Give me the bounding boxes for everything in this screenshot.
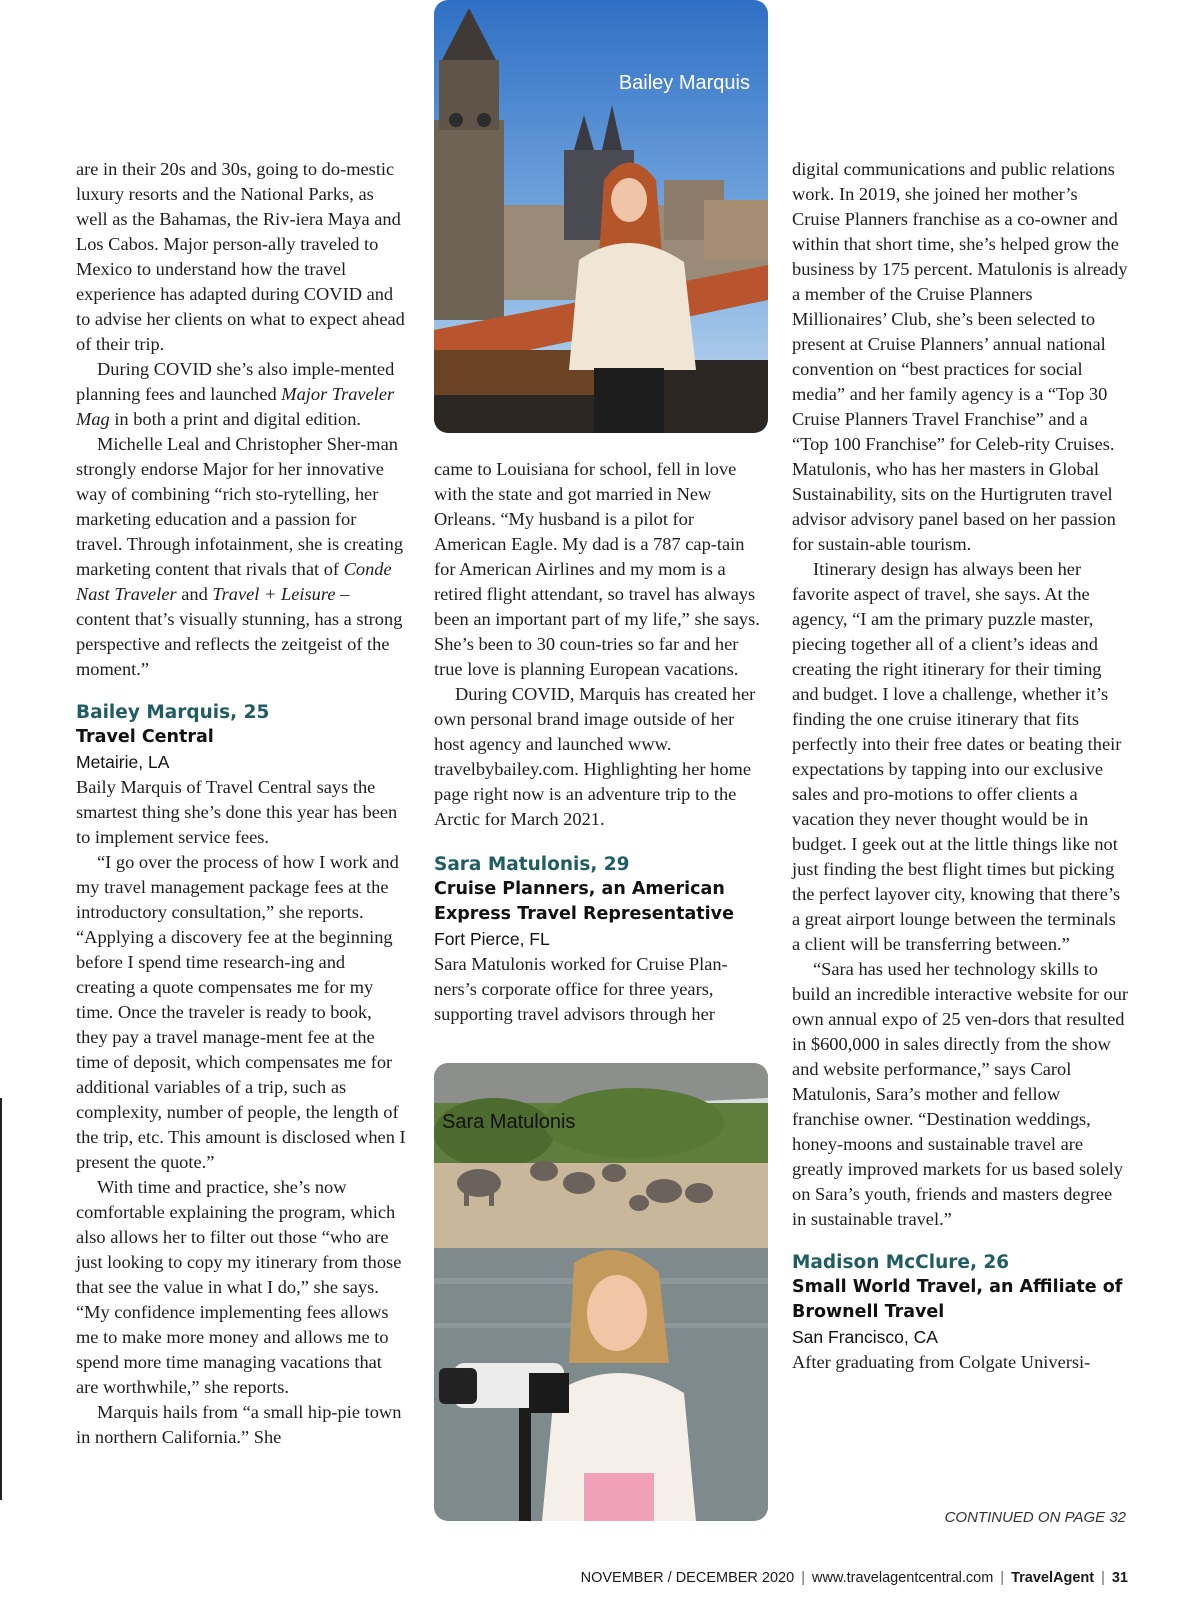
paragraph: are in their 20s and 30s, going to do-mestic luxury resorts and the National Parks, as well as the Bahamas, the Riv-iera Maya and Los Cabos. Major person-ally traveled to Mexico to understand how the travel experience has adapted during COVID and to advise her clients on what to expect ahead of their trip. — [76, 159, 405, 354]
continued-note: CONTINUED ON PAGE 32 — [944, 1509, 1126, 1526]
profile-agency-madison: Small World Travel, an Affiliate of Brownell Travel — [792, 1277, 1123, 1322]
column-2-bottom — [434, 852, 764, 1027]
photo-sara-matulonis — [434, 1063, 768, 1521]
column-3 — [792, 157, 1128, 1375]
photo-bailey-marquis — [434, 0, 768, 433]
paragraph: During COVID, Marquis has created her own personal brand image outside of her host agency and launched www. travelbybailey.com. Highlighting her home page right now is an adventure trip to the Arctic for March 2021. — [434, 684, 756, 829]
photo-bailey-image — [434, 0, 768, 433]
profile-name-bailey: Bailey Marquis, 25 — [76, 702, 270, 723]
paragraph: came to Louisiana for school, fell in love with the state and got married in New Orleans. “My husband is a pilot for American Eagle. My dad is a 787 cap-tain for American Airlines and my mom is a retired flight attendant, so travel has always been an important part of my life,” she says. She’s been to 30 coun-tries so far and her true love is planning European vacations. — [434, 459, 760, 679]
paragraph: With time and practice, she’s now comfortable explaining the program, which also allows her to filter out those “who are just looking to copy my itinerary from those that see the value in what I do,” she says. “My confidence implementing fees allows me to make more money and allows me to spend more time managing vacations that are worthwhile,” she reports. — [76, 1177, 402, 1397]
paragraph: Marquis hails from “a small hip-pie town in northern California.” She — [76, 1402, 402, 1447]
page-edge-mark — [0, 1098, 2, 1500]
profile-agency-sara: Cruise Planners, an American Express Travel Representative — [434, 879, 734, 924]
paragraph: After graduating from Colgate Universi- — [792, 1352, 1091, 1372]
footer-page-number: 31 — [1111, 1570, 1128, 1586]
footer-issue: NOVEMBER / DECEMBER 2020 — [580, 1570, 795, 1586]
paragraph: During COVID she’s also imple-mented planning fees and launched Major Traveler Mag in both a print and digital edition. — [76, 359, 395, 429]
paragraph: Baily Marquis of Travel Central says the smartest thing she’s done this year has been to implement service fees. — [76, 777, 398, 847]
column-2-top — [434, 457, 764, 832]
profile-agency-bailey: Travel Central — [76, 727, 214, 747]
photo-caption-bailey: Bailey Marquis — [618, 72, 750, 94]
paragraph: digital communications and public relations work. In 2019, she joined her mother’s Cruise Planners franchise as a co-owner and within that short time, she’s helped grow the business by 175 percent. Matulonis is already a member of the Cruise Planners Millionaires’ Club, she’s been selected to present at Cruise Planners’ annual national convention on “best practices for social media” and her family agency is a “Top 30 Cruise Planners Travel Franchise” and a “Top 100 Franchise” for Celeb-rity Cruises. Matulonis, who has her masters in Global Sustainability, sits on the Hurtigruten travel advisor advisory panel based on her passion for sustain-able tourism. — [792, 159, 1128, 554]
footer-brand: TravelAgent — [1011, 1570, 1095, 1586]
footer-url: www.travelagentcentral.com — [811, 1570, 994, 1586]
paragraph: Sara Matulonis worked for Cruise Plan-ners’s corporate office for three years, supporting travel advisors through her — [434, 954, 728, 1024]
profile-location-sara: Fort Pierce, FL — [434, 929, 550, 949]
paragraph: “Sara has used her technology skills to build an incredible interactive website for our own annual expo of 25 ven-dors that resulted in $600,000 in sales directly from the show and website performance,” says Carol Matulonis, Sara’s mother and fellow franchise owner. “Destination weddings, honey-moons and sustainable travel are greatly improved markets for us based solely on Sara’s youth, friends and masters degree in sustainable travel.” — [792, 959, 1129, 1229]
profile-location-bailey: Metairie, LA — [76, 752, 170, 772]
photo-caption-sara: Sara Matulonis — [442, 1111, 576, 1133]
paragraph: Michelle Leal and Christopher Sher-man strongly endorse Major for her innovative way of combining “rich sto-rytelling, her marketing education and a passion for travel. Through infotainment, she is creating marketing content that rivals that of Conde Nast Traveler and Travel + Leisure – content that’s visually stunning, has a strong perspective and reflects the zeitgeist of the moment.” — [76, 434, 404, 679]
column-1 — [76, 157, 406, 1450]
paragraph: Itinerary design has always been her favorite aspect of travel, she says. At the agency, “I am the primary puzzle master, piecing together all of a client’s ideas and creating the right itinerary for their timing and budget. I love a challenge, whether it’s finding the one cruise itinerary that fits perfectly into their free dates or beating their expectations by tapping into our exclusive sales and pro-motions to offer clients a vacation they never thought would be in budget. I geek out at the little things like not just finding the best flight times but picking the perfect layover city, knowing that there’s a great airport lounge between the terminals a client will be transferring between.” — [792, 559, 1122, 954]
page-footer: NOVEMBER / DECEMBER 2020 | www.travelagentcentral.com | TravelAgent | 31 — [580, 1570, 1128, 1586]
paragraph: “I go over the process of how I work and my travel management package fees at the introductory consultation,” she reports. “Applying a discovery fee at the beginning before I spend time research-ing and creating a quote compensates me for my time. Once the traveler is ready to book, they pay a travel manage-ment fee at the time of deposit, which compensates me for additional variables of a trip, such as complexity, number of people, the length of the trip, etc. This amount is disclosed when I present the quote.” — [76, 852, 406, 1172]
profile-name-madison: Madison McClure, 26 — [792, 1252, 1010, 1273]
profile-location-madison: San Francisco, CA — [792, 1327, 938, 1347]
profile-name-sara: Sara Matulonis, 29 — [434, 854, 630, 875]
